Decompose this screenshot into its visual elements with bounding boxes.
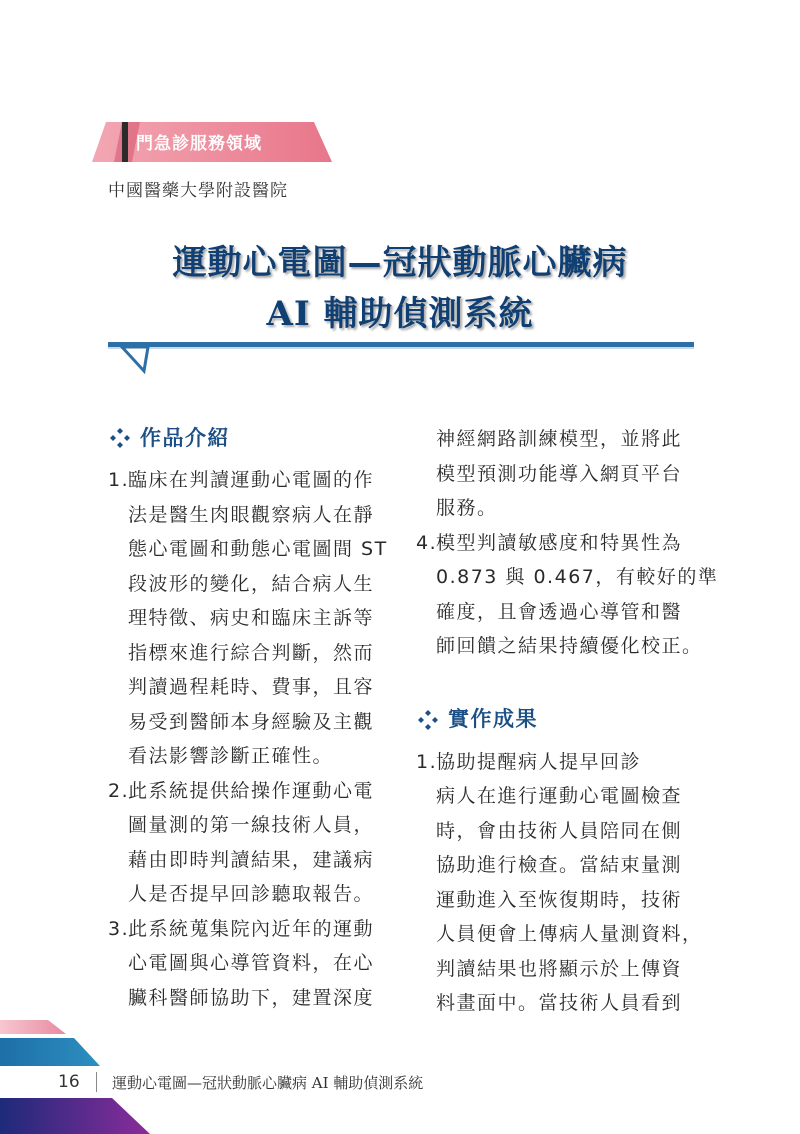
text-line: 模型判讀敏感度和特異性為 bbox=[436, 531, 683, 554]
text-line: 臨床在判讀運動心電圖的作 bbox=[128, 469, 375, 491]
list-item-4 bbox=[416, 526, 719, 664]
text-line: 看法影響診斷正確性。 bbox=[128, 745, 334, 767]
list-item-number: 2. bbox=[108, 779, 130, 802]
text-line: 時，會由技術人員陪同在側 bbox=[436, 819, 683, 842]
sub-heading: 協助提醒病人提早回診 bbox=[436, 750, 642, 773]
section-heading-results bbox=[416, 698, 696, 742]
text-line: 模型預測功能導入網頁平台 bbox=[436, 462, 683, 485]
text-line: 圖量測的第一線技術人員， bbox=[128, 814, 375, 836]
left-column bbox=[108, 416, 390, 1015]
text-line: 指標來進行綜合判斷，然而 bbox=[128, 641, 375, 664]
section-heading-results-text: 實作成果 bbox=[448, 707, 538, 732]
list-item-1 bbox=[108, 463, 390, 774]
page-title-line2: AI 輔助偵測系統 bbox=[266, 294, 534, 334]
diamond-cross-icon bbox=[108, 426, 132, 450]
text-line: 法是醫生肉眼觀察病人在靜 bbox=[128, 503, 375, 526]
text-line: 判讀過程耗時、費事，且容 bbox=[128, 676, 375, 698]
footer-separator bbox=[96, 1072, 97, 1092]
section-heading-intro-text: 作品介紹 bbox=[140, 425, 230, 450]
list-item-number: 1. bbox=[108, 469, 130, 491]
page-title-line1: 運動心電圖—冠狀動脈心臟病 bbox=[172, 243, 628, 283]
hospital-name: 中國醫藥大學附設醫院 bbox=[108, 181, 288, 201]
page-number: 16 bbox=[58, 1072, 80, 1092]
text-line: 確度，且會透過心導管和醫 bbox=[436, 600, 683, 623]
text-line: 師回饋之結果持續優化校正。 bbox=[436, 635, 703, 657]
text-line: 協助進行檢查。當結束量測 bbox=[436, 854, 683, 876]
category-label: 門急診服務領域 bbox=[136, 134, 262, 154]
section-heading-intro bbox=[108, 416, 390, 460]
results-item-1 bbox=[416, 745, 703, 1021]
title-underline bbox=[108, 338, 694, 374]
text-line: 藉由即時判讀結果，建議病 bbox=[128, 848, 375, 871]
text-line: 人是否提早回診聽取報告。 bbox=[128, 883, 375, 905]
text-line: 此系統蒐集院內近年的運動 bbox=[128, 917, 375, 940]
list-item-number: 4. bbox=[416, 531, 438, 554]
text-line: 態心電圖和動態心電圖間 ST bbox=[128, 538, 388, 560]
item-3-continuation bbox=[416, 422, 696, 526]
text-line: 神經網路訓練模型，並將此 bbox=[436, 428, 683, 450]
diamond-cross-icon bbox=[416, 708, 440, 732]
text-line: 易受到醫師本身經驗及主觀 bbox=[128, 710, 375, 733]
text-line: 此系統提供給操作運動心電 bbox=[128, 779, 375, 802]
text-line: 理特徵、病史和臨床主訴等 bbox=[128, 607, 375, 629]
right-column bbox=[416, 422, 719, 1021]
text-line: 0.873 與 0.467，有較好的準 bbox=[436, 566, 719, 588]
list-item-2 bbox=[108, 774, 390, 912]
list-item-3 bbox=[108, 912, 390, 1016]
list-item-number: 3. bbox=[108, 917, 130, 940]
running-title: 運動心電圖—冠狀動脈心臟病 AI 輔助偵測系統 bbox=[112, 1074, 424, 1092]
text-line: 運動進入至恢復期時，技術 bbox=[436, 888, 683, 911]
category-ribbon bbox=[92, 122, 332, 162]
text-line: 心電圖與心導管資料，在心 bbox=[128, 952, 375, 974]
text-line: 判讀結果也將顯示於上傳資 bbox=[436, 957, 683, 980]
text-line: 臟科醫師協助下，建置深度 bbox=[128, 986, 375, 1009]
list-item-number: 1. bbox=[416, 750, 438, 773]
text-line: 段波形的變化，結合病人生 bbox=[128, 572, 375, 595]
text-line: 料畫面中。當技術人員看到 bbox=[436, 992, 683, 1014]
text-line: 人員便會上傳病人量測資料， bbox=[436, 923, 703, 945]
text-line: 病人在進行運動心電圖檢查 bbox=[436, 785, 683, 807]
text-line: 服務。 bbox=[436, 497, 498, 519]
